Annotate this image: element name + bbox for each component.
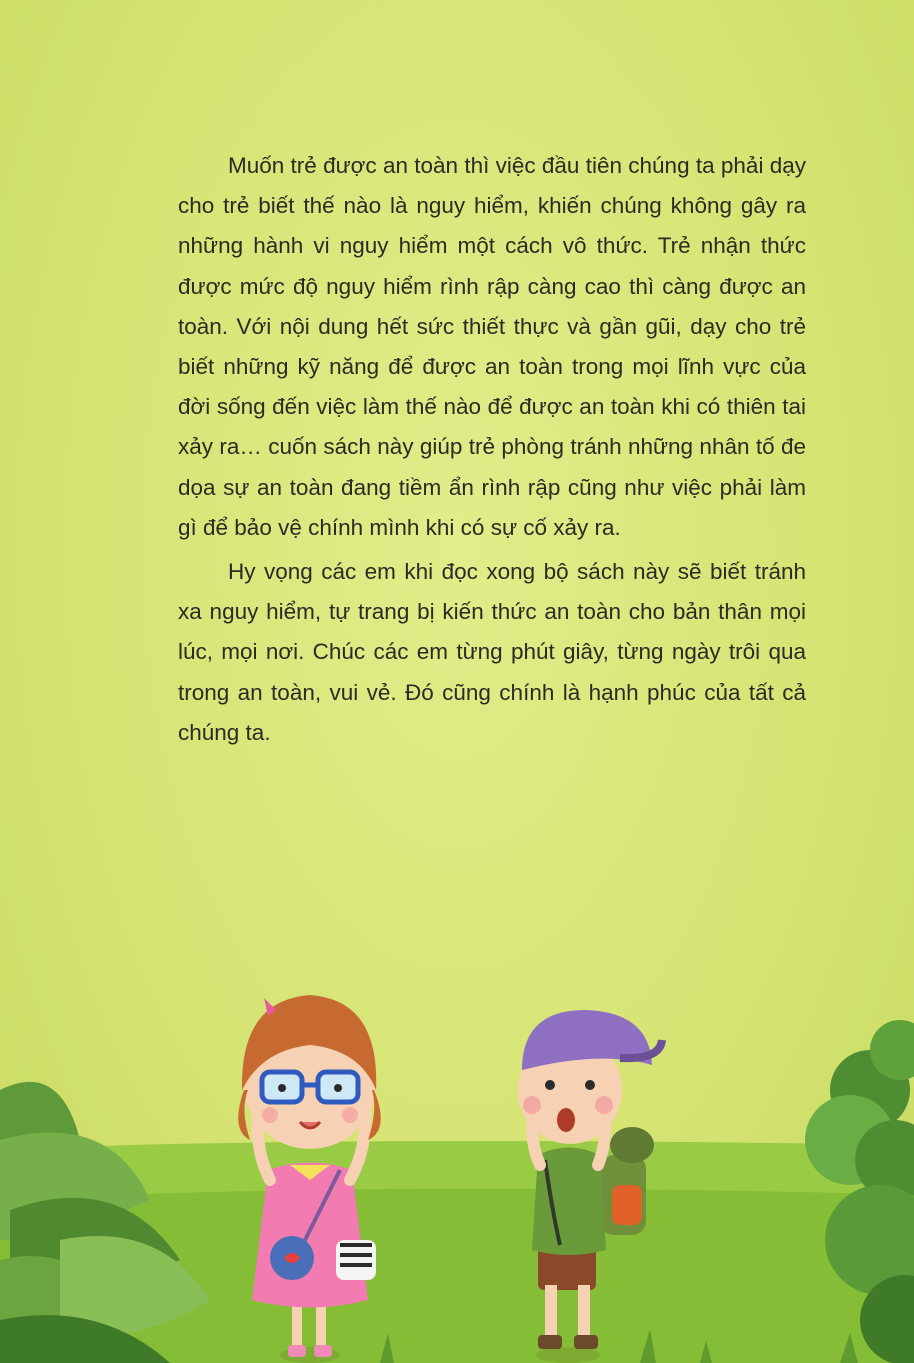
paragraph-1: Muốn trẻ được an toàn thì việc đầu tiên chúng ta phải dạy cho trẻ biết thế nào là nguy hiểm, khiến chúng không gây ra những hành vi nguy hiểm một cách vô thức. Trẻ nhận thức được mức độ nguy hiểm rình rập càng cao thì càng được an toàn. Với nội dung hết sức thiết thực và gần gũi, dạy cho trẻ biết những kỹ năng để được an toàn trong mọi lĩnh vực của đời sống đến việc làm thế nào để được an toàn khi có thiên tai xảy ra… cuốn sách này giúp trẻ phòng tránh những nhân tố đe dọa sự an toàn đang tiềm ẩn rình rập cũng như việc phải làm gì để bảo vệ chính mình khi có sự cố xảy ra. — [178, 153, 806, 540]
children-illustration — [0, 940, 914, 1363]
body-text — [178, 146, 806, 757]
paragraph-2: Hy vọng các em khi đọc xong bộ sách này sẽ biết tránh xa nguy hiểm, tự trang bị kiến thức an toàn cho bản thân mọi lúc, mọi nơi. Chúc các em từng phút giây, từng ngày trôi qua trong an toàn, vui vẻ. Đó cũng chính là hạnh phúc của tất cả chúng ta. — [178, 559, 806, 745]
